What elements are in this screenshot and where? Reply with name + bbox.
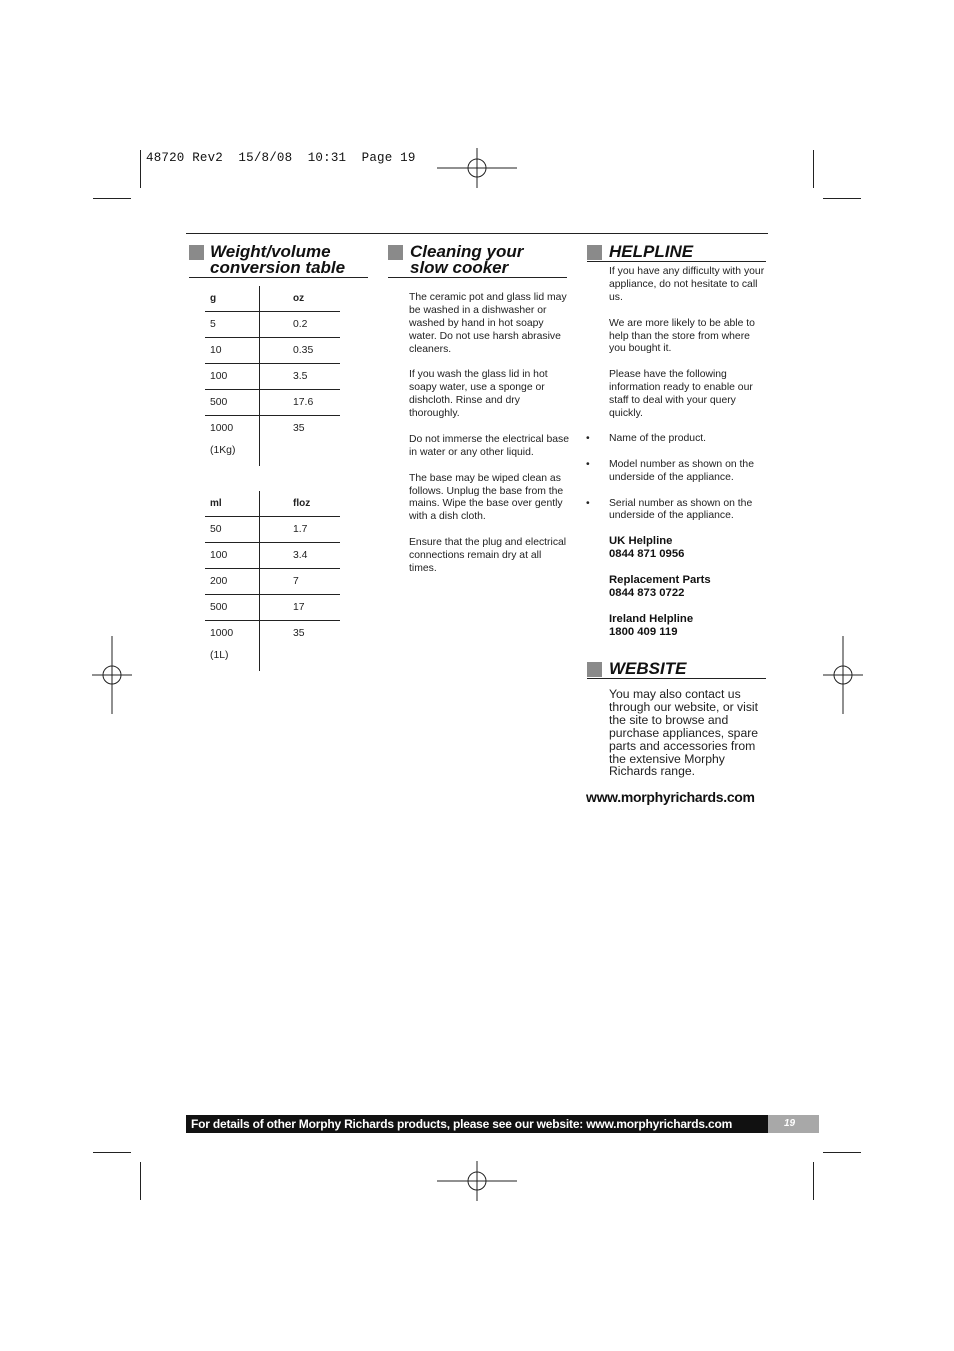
ireland-helpline-number[interactable]: 1800 409 119 (609, 625, 678, 638)
registration-mark-bottom (437, 1161, 517, 1201)
table-cell: 0.35 (260, 338, 341, 364)
table-note: (1L) (205, 646, 260, 671)
table-cell: 1.7 (260, 517, 341, 543)
table-cell: 10 (205, 338, 260, 364)
bullet-icon: • (586, 497, 590, 509)
cleaning-title-line1: Cleaning your (410, 242, 524, 261)
section-marker-icon (388, 245, 403, 260)
table-header-ml: ml (205, 491, 260, 517)
footer-bar: For details of other Morphy Richards products, please see our website: www.morphyrichards.com (186, 1115, 768, 1133)
cleaning-para: The base may be wiped clean as follows. Unplug the base from the mains. Wipe the base over gently with a dish cloth. (409, 472, 564, 523)
website-body: You may also contact us through our website, or visit the site to browse and purchase appliances, spare parts and accessories from the extensive Morphy Richards range. (609, 687, 759, 779)
registration-mark-top (437, 148, 517, 188)
cleaning-title-rule (388, 277, 567, 278)
website-section-title: WEBSITE (609, 659, 687, 678)
registration-mark-right (823, 636, 863, 714)
section-marker-icon (587, 662, 602, 677)
table-cell: 1000 (205, 416, 260, 442)
parts-helpline-number[interactable]: 0844 873 0722 (609, 586, 685, 599)
helpline-section-title: HELPLINE (609, 242, 694, 261)
uk-helpline-number[interactable]: 0844 871 0956 (609, 547, 685, 560)
table-cell: 35 (260, 621, 341, 647)
table-cell: 3.5 (260, 364, 341, 390)
cleaning-para: Ensure that the plug and electrical connections remain dry at all times. (409, 537, 567, 574)
table-cell: 0.2 (260, 312, 341, 338)
table-cell: 100 (205, 364, 260, 390)
bullet-icon: • (586, 433, 590, 444)
table-cell: 7 (260, 569, 341, 595)
ireland-helpline-label: Ireland Helpline (609, 612, 694, 625)
table-header-g: g (205, 286, 260, 312)
print-slug: 48720 Rev2 15/8/08 10:31 Page 19 (146, 151, 416, 165)
table-note: (1Kg) (205, 441, 260, 466)
cleaning-title-line2: slow cooker (410, 258, 509, 277)
parts-helpline-label: Replacement Parts (609, 573, 711, 586)
helpline-para: We are more likely to be able to help than the store from where you bought it. (609, 317, 755, 355)
grams-ounces-table (205, 286, 340, 466)
website-url[interactable]: www.morphyrichards.com (586, 789, 755, 805)
cleaning-section-title (410, 244, 523, 276)
list-item: • Name of the product. (586, 433, 707, 444)
table-cell: 500 (205, 390, 260, 416)
table-cell: 17 (260, 595, 341, 621)
weight-title-line2: conversion table (210, 258, 346, 277)
table-cell: 100 (205, 543, 260, 569)
bullet-icon: • (586, 458, 590, 470)
table-cell: 200 (205, 569, 260, 595)
top-rule (186, 233, 768, 234)
weight-section-title (210, 244, 345, 276)
table-cell: 3.4 (260, 543, 341, 569)
page-number: 19 (768, 1115, 819, 1133)
ml-floz-table (205, 491, 340, 671)
helpline-para: Please have the following information ready to enable our staff to deal with your query quickly. (609, 369, 753, 419)
weight-title-line1: Weight/volume (210, 242, 331, 261)
cleaning-para: Do not immerse the electrical base in water or any other liquid. (409, 433, 569, 458)
website-title-rule (587, 678, 766, 679)
helpline-body (609, 266, 767, 434)
table-cell: 1000 (205, 621, 260, 647)
registration-mark-left (92, 636, 132, 714)
section-marker-icon (189, 245, 204, 260)
table-cell: 50 (205, 517, 260, 543)
table-header-floz: floz (293, 498, 311, 509)
cleaning-para: The ceramic pot and glass lid may be washed in a dishwasher or washed by hand in hot soapy water. Do not use harsh abrasive cleaners. (409, 292, 567, 355)
table-header-oz: oz (293, 293, 305, 304)
table-cell: 5 (205, 312, 260, 338)
helpline-bullets (586, 433, 768, 536)
table-cell: 500 (205, 595, 260, 621)
uk-helpline-label: UK Helpline (609, 535, 673, 547)
cleaning-body (409, 292, 569, 589)
table-cell: 17.6 (260, 390, 341, 416)
helpline-title-rule (587, 261, 766, 262)
list-item: • Serial number as shown on the underside of the appliance. (586, 497, 753, 522)
section-marker-icon (587, 245, 602, 260)
weight-title-rule (189, 277, 368, 278)
list-item: • Model number as shown on the underside of the appliance. (586, 458, 754, 483)
helpline-para: If you have any difficulty with your appliance, do not hesitate to call us. (609, 266, 765, 303)
table-cell: 35 (260, 416, 341, 442)
cleaning-para: If you wash the glass lid in hot soapy water, use a sponge or dishcloth. Rinse and dry thoroughly. (409, 369, 548, 420)
helpline-numbers (609, 535, 769, 651)
